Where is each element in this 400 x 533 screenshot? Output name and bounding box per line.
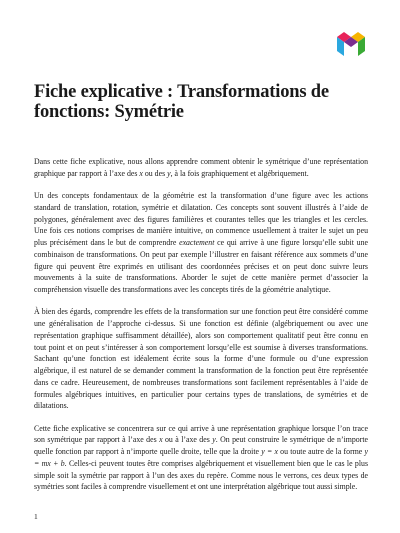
- page-number: 1: [34, 512, 38, 521]
- math-variable-x: x: [139, 168, 143, 178]
- brand-logo-icon: [335, 28, 367, 60]
- math-expression: y = x: [261, 447, 278, 456]
- text-run: . On peut construire le symétrique de n’importe quelle fonction par rapport à n’importe quelle droite, telle que la droite: [34, 435, 368, 456]
- emphasis-text: exactement: [179, 238, 215, 247]
- body-paragraph-functions: [34, 306, 368, 412]
- text-run: , à la fois graphiquement et algébriquement.: [170, 168, 309, 178]
- text-run: ou toute autre de la forme: [277, 447, 365, 456]
- text-run: ou à l’axe des: [162, 435, 213, 445]
- text-run: ce qui arrive à une figure lorsqu’elle subit une combinaison de transformations. On peut par exemple l’illustrer en faisant référence aux sommets d’une figure qui peuvent être exprimés en utilisant des coordonnées précises et on peut donc suivre leurs mouvements à la suite de transformations. Aborder le sujet de cette manière permet d’associer la compréhension visuelle des transformations avec les concepts tirés de la géométrie analytique.: [34, 238, 368, 294]
- text-run: ou des: [142, 168, 168, 178]
- math-variable-y: y: [212, 435, 216, 445]
- math-expression: y = mx + b: [34, 447, 368, 468]
- text-run: Dans cette fiche explicative, nous allons apprendre comment obtenir le symétrique d’une représentation graphique par rapport à l’axe des: [34, 157, 368, 178]
- page-title: Fiche explicative : Transformations de fonctions: Symétrie: [34, 82, 329, 122]
- body-paragraph-geometry: [34, 190, 368, 296]
- intro-paragraph: [34, 156, 368, 180]
- body-paragraph-symmetry: [34, 423, 368, 494]
- explainer-body: [34, 156, 368, 504]
- text-run: Un des concepts fondamentaux de la géométrie est la transformation d’une figure avec les actions standard de translation, rotation, symétrie et dilatation. Ces concepts sont souvent illustrés à l’aide de polygones, généralement avec des figures familières et courantes telles que les triangles et les cercles. Une fois ces notions comprises de manière intuitive, on commence usuellement à traiter le sujet un peu plus précisément dans le but de comprendre: [34, 191, 368, 247]
- text-run: . Celles-ci peuvent toutes être comprises algébriquement et visuellement bien que le cas le plus simple soit la symétrie par rapport à l’un des axes du repère. Comme nous le verrons, ces deux types de symétries sont faciles à comprendre visuellement et ont une interprétation algébrique tout aussi simple.: [34, 458, 369, 492]
- math-variable-x: x: [159, 435, 163, 445]
- text-run: À bien des égards, comprendre les effets de la transformation sur une fonction peut être considéré comme une généralisation de l’approche ci-dessus. Si une fonction est définie (algébriquement ou avec une représentation graphique suffisamment détaillée), alors son comportement qualitatif peut être connu en tout point et on peut s’intéresser à son comportement lorsqu’elle est soumise à diverses transformations. Sachant qu’une fonction est idéalement écrite sous la forme d’une formule ou d’une expression algébrique, il est naturel de se demander comment la transformation de la fonction peut être représentée dans ce cadre. Heureusement, de nombreuses transformations sont facilement représentables à l’aide de formules algébriques intuitives, en particulier pour certains types de translations, de symétries et de dilatations.: [34, 307, 368, 411]
- math-variable-y: y: [167, 168, 171, 178]
- text-run: Cette fiche explicative se concentrera sur ce qui arrive à une représentation graphique lorsque l’on trace son symétrique par rapport à l’axe des: [34, 423, 368, 445]
